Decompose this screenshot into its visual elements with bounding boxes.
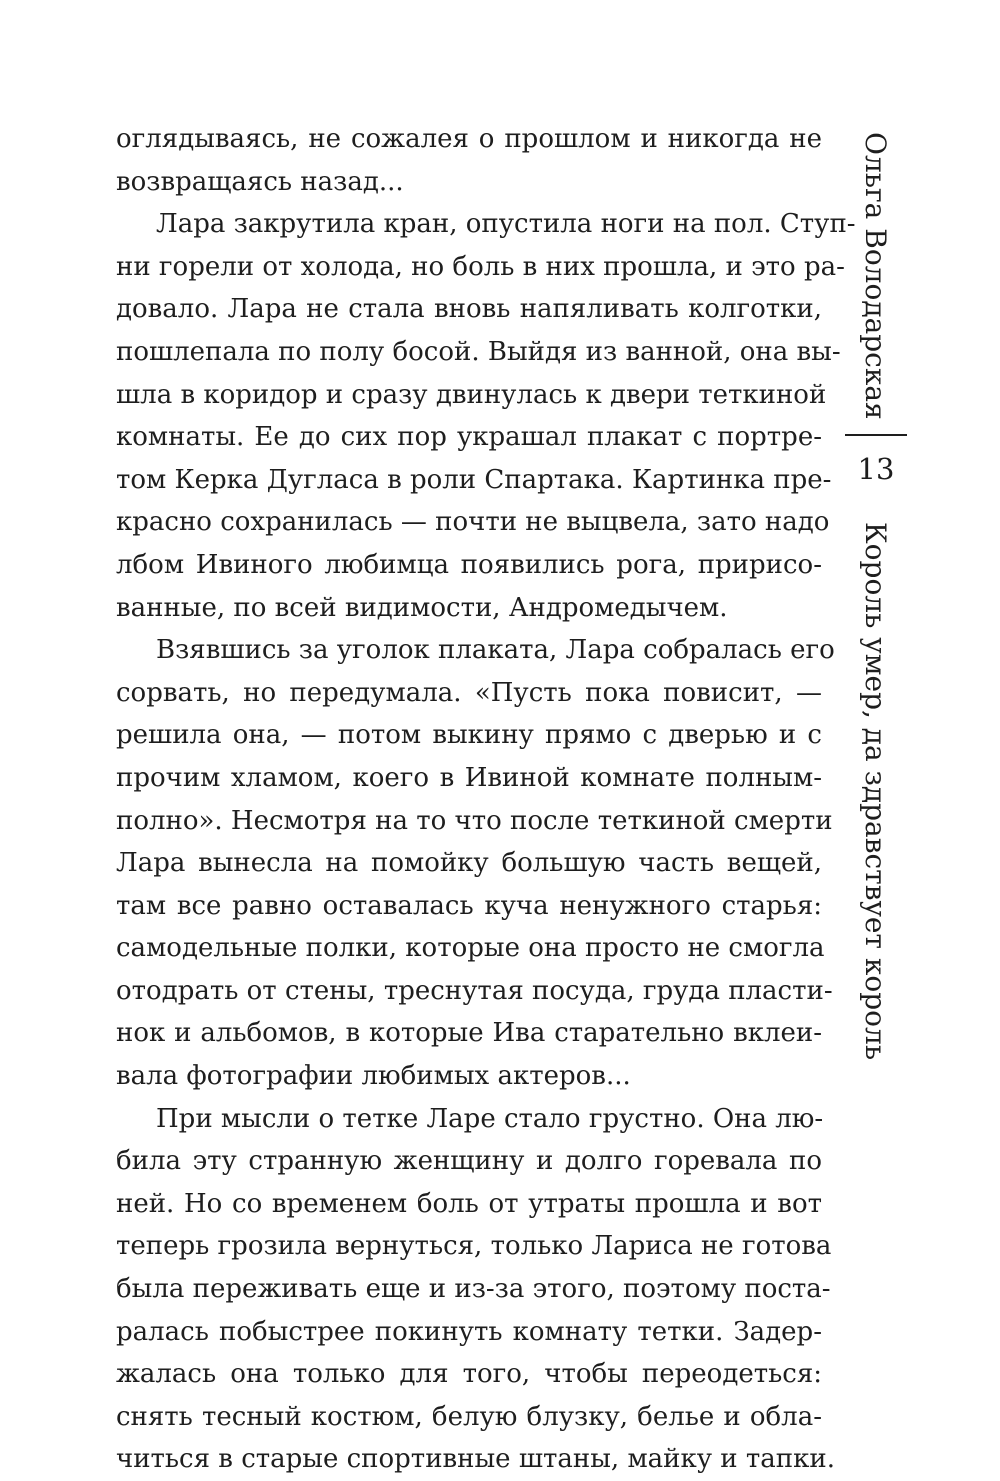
text-line: нок и альбомов, в которые Ива старательно вклеи-	[116, 1018, 822, 1049]
text-line: снять тесный костюм, белую блузку, белье и обла-	[116, 1401, 822, 1432]
text-line: читься в старые спортивные штаны, майку и тапки.	[116, 1444, 835, 1475]
text-line: теперь грозила вернуться, только Лариса не готова	[116, 1231, 832, 1262]
text-line: комнаты. Ее до сих пор украшал плакат с портре-	[116, 422, 822, 453]
text-line: пошлепала по полу босой. Выйдя из ванной, она вы-	[116, 336, 841, 367]
text-line: ни горели от холода, но боль в них прошла, и это ра-	[116, 251, 845, 282]
text-line: Лара вынесла на помойку большую часть вещей,	[116, 848, 822, 879]
text-line: была переживать еще и из-за этого, поэтому поста-	[116, 1274, 831, 1305]
text-line: Лара закрутила кран, опустила ноги на пол. Ступ-	[156, 209, 856, 240]
body-text	[116, 118, 856, 1481]
text-line: ванные, по всей видимости, Андромедычем.	[116, 592, 728, 623]
text-line: отодрать от стены, треснутая посуда, груда пласти-	[116, 975, 833, 1006]
text-line: довало. Лара не стала вновь напяливать колготки,	[116, 294, 822, 325]
text-line: била эту странную женщину и долго горевала по	[116, 1146, 822, 1177]
running-head-title: Король умер, да здравствует король	[859, 522, 892, 1061]
text-line: красно сохранилась — почти не выцвела, зато надо	[116, 507, 830, 538]
text-line: там все равно оставалась куча ненужного старья:	[116, 890, 822, 921]
text-line: оглядываясь, не сожалея о прошлом и никогда не	[116, 124, 822, 154]
text-line: полно». Несмотря на то что после теткиной смерти	[116, 805, 833, 836]
text-line: ней. Но со временем боль от утраты прошла и вот	[116, 1188, 822, 1219]
text-line: ралась побыстрее покинуть комнату тетки. Задер-	[116, 1316, 822, 1347]
running-head-author: Ольга Володарская	[859, 132, 892, 420]
text-line: При мысли о тетке Ларе стало грустно. Она лю-	[156, 1103, 824, 1134]
text-line: вала фотографии любимых актеров...	[116, 1061, 631, 1092]
text-line: Взявшись за уголок плаката, Лара собралась его	[156, 635, 835, 666]
text-line: самодельные полки, которые она просто не смогла	[116, 933, 825, 964]
page-number: 13	[857, 452, 895, 486]
text-line: сорвать, но передумала. «Пусть пока повисит, —	[116, 677, 822, 708]
running-head-divider	[845, 434, 907, 436]
text-line: том Керка Дугласа в роли Спартака. Картинка пре-	[116, 464, 832, 495]
text-line: возвращаясь назад...	[116, 166, 404, 197]
text-line: шла в коридор и сразу двинулась к двери теткиной	[116, 379, 827, 410]
text-line: лбом Ивиного любимца появились рога, пририсо-	[116, 549, 822, 580]
text-line: решила она, — потом выкину прямо с дверью и с	[116, 720, 822, 751]
text-line: жалась она только для того, чтобы переодеться:	[116, 1359, 822, 1390]
text-line: прочим хламом, коего в Ивиной комнате полным-	[116, 762, 822, 793]
